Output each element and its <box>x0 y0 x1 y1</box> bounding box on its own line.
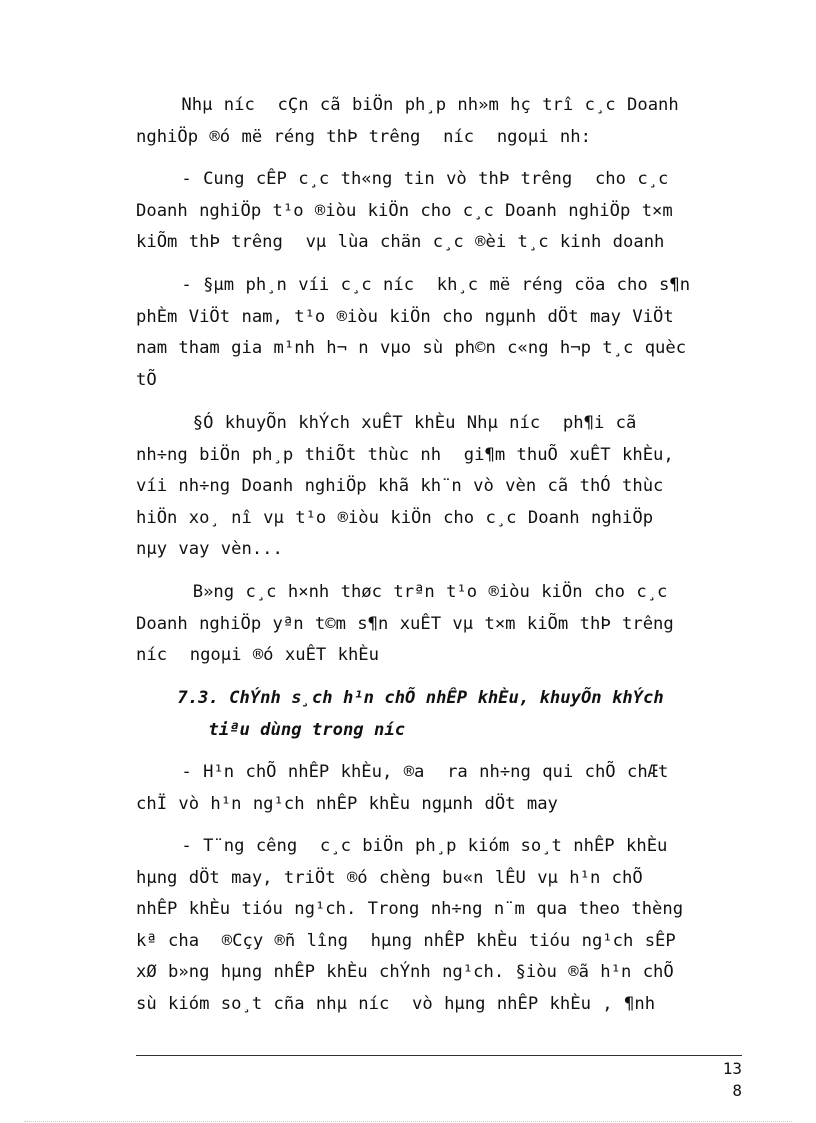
page-number <box>700 1058 742 1102</box>
paragraph-7 <box>136 831 742 1020</box>
paragraph-6 <box>136 757 742 820</box>
paragraph-4 <box>136 408 742 566</box>
text-line: kiÕm thÞ trêng vµ lùa chän c¸c ®èi t¸c kinh doanh <box>136 232 665 252</box>
text-line: §Ó khuyÕn khÝch xuÊT khÈu Nhµ níc ph¶i cã <box>136 413 637 433</box>
footer-divider <box>136 1055 742 1056</box>
text-line: nh÷ng biÖn ph¸p thiÕt thùc nh gi¶m thuÕ xuÊT khÈu, <box>136 444 674 465</box>
text-line: tÕ <box>136 369 157 390</box>
text-line: Nhµ níc cÇn cã biÖn ph¸p nh»m hç trî c¸c Doanh <box>136 95 679 115</box>
text-line: phÈm ViÖt nam, t¹o ®iòu kiÖn cho ngµnh dÖt may ViÖt <box>136 306 674 327</box>
text-line: xØ b»ng hµng nhÊP khÈu chÝnh ng¹ch. §iòu ®ã h¹n chÕ <box>136 962 674 982</box>
paragraph-2 <box>136 164 742 259</box>
text-line: Doanh nghiÖp yªn t©m s¶n xuÊT vµ t×m kiÕm thÞ trêng <box>136 613 674 634</box>
page-number-line: 8 <box>732 1081 742 1100</box>
text-line: nµy vay vèn... <box>136 539 283 559</box>
text-line: víi nh÷ng Doanh nghiÖp khã kh¨n vò vèn cã thÓ thùc <box>136 476 664 496</box>
text-line: nhÊP khÈu tióu ng¹ch. Trong nh÷ng n¨m qua theo thèng <box>136 899 684 919</box>
heading-line: tiªu dùng trong níc <box>136 719 406 740</box>
paragraph-5 <box>136 577 742 672</box>
text-line: sù kióm so¸t cña nhµ níc vò hµng nhÊP khÈu , ¶nh <box>136 993 656 1014</box>
text-line: - Cung cÊP c¸c th«ng tin vò thÞ trêng cho c¸c <box>136 169 669 189</box>
text-line: chÏ vò h¹n ng¹ch nhÊP khÈu ngµnh dÖt may <box>136 793 558 814</box>
text-line: - H¹n chÕ nhÊP khÈu, ®a ra nh÷ng qui chÕ chÆt <box>136 762 669 782</box>
page-number-line: 13 <box>722 1059 742 1078</box>
text-line: B»ng c¸c h×nh thøc trªn t¹o ®iòu kiÖn cho c¸c <box>136 582 668 602</box>
paragraph-3 <box>136 270 742 396</box>
text-line: hµng dÖt may, triÖt ®ó chèng bu«n lÊU vµ h¹n chÕ <box>136 867 643 888</box>
text-line: - §µm ph¸n víi c¸c níc kh¸c më réng cöa cho s¶n <box>136 275 691 295</box>
page-bottom-border <box>24 1121 792 1122</box>
text-line: kª cha ®Cçy ®ñ lîng hµng nhÊP khÈu tióu ng¹ch sÊP <box>136 930 676 951</box>
text-line: níc ngoµi ®ó xuÊT khÈu <box>136 645 379 665</box>
text-line: hiÖn xo¸ nî vµ t¹o ®iòu kiÖn cho c¸c Doanh nghiÖp <box>136 507 654 528</box>
text-line: Doanh nghiÖp t¹o ®iòu kiÖn cho c¸c Doanh nghiÖp t×m <box>136 200 673 221</box>
text-line: nghiÖp ®ó më réng thÞ trêng níc ngoµi nh: <box>136 126 591 147</box>
paragraph-1 <box>136 90 742 153</box>
heading-line: 7.3. ChÝnh s¸ch h¹n chÕ nhÊP khÈu, khuyÕn khÝch <box>136 688 664 708</box>
text-line: - T¨ng cêng c¸c biÖn ph¸p kióm so¸t nhÊP khÈu <box>136 836 668 856</box>
text-line: nam tham gia m¹nh h¬ n vµo sù ph©n c«ng h¬p t¸c quèc <box>136 338 687 358</box>
section-heading <box>136 683 742 746</box>
